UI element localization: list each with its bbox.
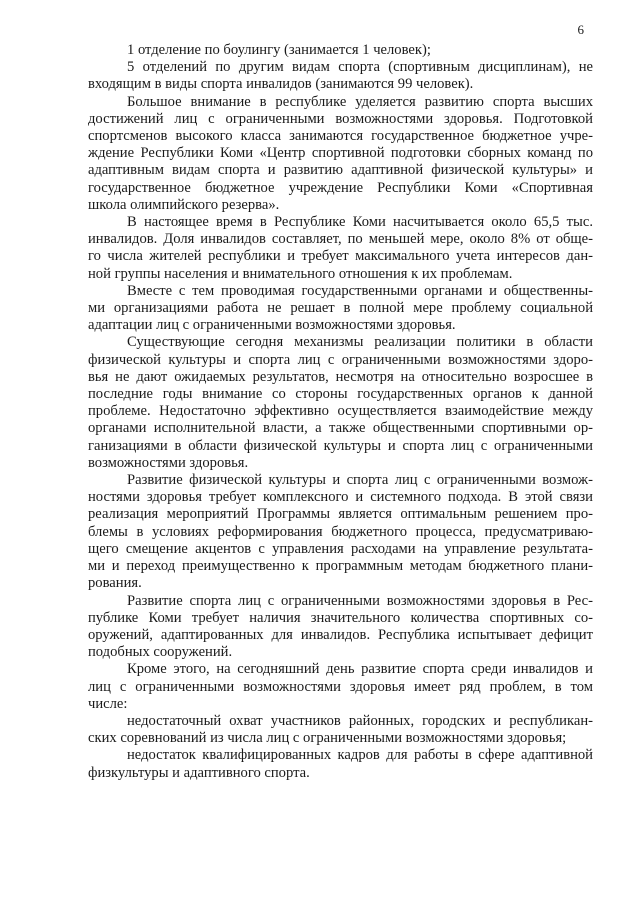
paragraph-line: ной группы населения и внимательного отношения к их проблемам.: [88, 265, 513, 282]
paragraph-line: Кроме этого, на сегодняшний день развитие спорта среди инвалидов и: [127, 661, 593, 678]
paragraph-line: 1 отделение по боулингу (занимается 1 человек);: [127, 42, 431, 58]
paragraph-line: го числа жителей республики и требует максимального учета интересов дан-: [88, 248, 593, 265]
paragraph-line: адаптивным видам спорта и развитию адаптивной физической культуры» и: [88, 162, 593, 179]
paragraph-line: входящим в виды спорта инвалидов (занимаются 99 человек).: [88, 76, 474, 93]
paragraph-line: органами исполнительной власти, а также общественными спортивными ор-: [88, 420, 593, 437]
paragraph-line: инвалидов. Доля инвалидов составляет, по меньшей мере, около 8% от обще-: [88, 231, 593, 248]
paragraph-line: числе:: [88, 695, 128, 712]
paragraph-line: Существующие сегодня механизмы реализации политики в области: [127, 334, 593, 351]
paragraph-line: школа олимпийского резерва».: [88, 196, 280, 213]
paragraph-line: ганизациями в области физической культуры и спорта лиц с ограниченными: [88, 437, 593, 454]
paragraph-line: адаптации лиц с ограниченными возможностями здоровья.: [88, 317, 456, 334]
paragraph: [88, 59, 593, 93]
paragraph-line: блемы в условиях реформирования бюджетного процесса, предусматриваю-: [88, 523, 593, 540]
paragraph-line: В настоящее время в Республике Коми насчитывается около 65,5 тыс.: [127, 214, 593, 231]
paragraph-line: достижений лиц с ограниченными возможностями здоровья. Подготовкой: [88, 110, 593, 127]
paragraph-line: реализация мероприятий Программы является оптимальным решением про-: [88, 506, 593, 523]
paragraph-line: щего смещение акцентов с управления расходами на управление результата-: [88, 540, 593, 557]
paragraph: [88, 747, 593, 781]
paragraph-line: публике Коми требует наличия значительного количества спортивных со-: [88, 609, 593, 626]
paragraph-line: лиц с ограниченными возможностями здоровья имеет ряд проблем, в том: [88, 678, 593, 695]
paragraph-line: вья не дают ожидаемых результатов, несмотря на относительно возросшее в: [88, 368, 593, 385]
paragraph-line: возможностями здоровья.: [88, 454, 249, 471]
paragraph-line: государственное бюджетное учреждение Республики Коми «Спортивная: [88, 179, 593, 196]
paragraph: [88, 42, 593, 59]
paragraph: [88, 661, 593, 713]
paragraph: [88, 713, 593, 747]
paragraph: [88, 472, 593, 592]
page-number: 6: [577, 22, 584, 37]
paragraph-line: физкультуры и адаптивного спорта.: [88, 764, 310, 781]
paragraph-line: ми и переход преимущественно к программным методам бюджетного плани-: [88, 558, 593, 575]
paragraph-line: ностями здоровья требует комплексного и системного подхода. В этой связи: [88, 489, 593, 506]
paragraph-line: ждение Республики Коми «Центр спортивной подготовки сборных команд по: [88, 145, 593, 162]
paragraph: [88, 593, 593, 662]
paragraph-line: оружений, адаптированных для инвалидов. Республика испытывает дефицит: [88, 626, 593, 643]
paragraph: [88, 334, 593, 472]
paragraph: [88, 283, 593, 335]
paragraph-line: Большое внимание в республике уделяется развитию спорта высших: [127, 93, 593, 110]
paragraph-line: Развитие физической культуры и спорта лиц с ограниченными возмож-: [127, 472, 593, 489]
paragraph-line: рования.: [88, 575, 142, 592]
paragraph-line: ми организациями работа не решает в полной мере проблему социальной: [88, 300, 593, 317]
document-body: [88, 42, 593, 782]
paragraph-line: Развитие спорта лиц с ограниченными возможностями здоровья в Рес-: [127, 592, 593, 609]
paragraph-line: спортсменов высокого класса занимаются государственное бюджетное учре-: [88, 128, 593, 145]
paragraph-line: недостаток квалифицированных кадров для работы в сфере адаптивной: [127, 747, 593, 764]
paragraph-line: подобных сооружений.: [88, 644, 233, 661]
paragraph: [88, 94, 593, 214]
paragraph-line: физической культуры и спорта лиц с ограниченными возможностями здоро-: [88, 351, 593, 368]
paragraph-line: Вместе с тем проводимая государственными органами и общественны-: [127, 282, 593, 299]
paragraph-line: проблеме. Недостаточно эффективно осуществляется взаимодействие между: [88, 403, 593, 420]
paragraph-line: ских соревнований из числа лиц с ограниченными возможностями здоровья;: [88, 730, 567, 747]
paragraph-line: 5 отделений по другим видам спорта (спортивным дисциплинам), не: [127, 59, 593, 76]
paragraph: [88, 214, 593, 283]
paragraph-line: недостаточный охват участников районных, городских и республикан-: [127, 712, 593, 729]
paragraph-line: последние годы внимание со стороны государственных органов к данной: [88, 386, 593, 403]
